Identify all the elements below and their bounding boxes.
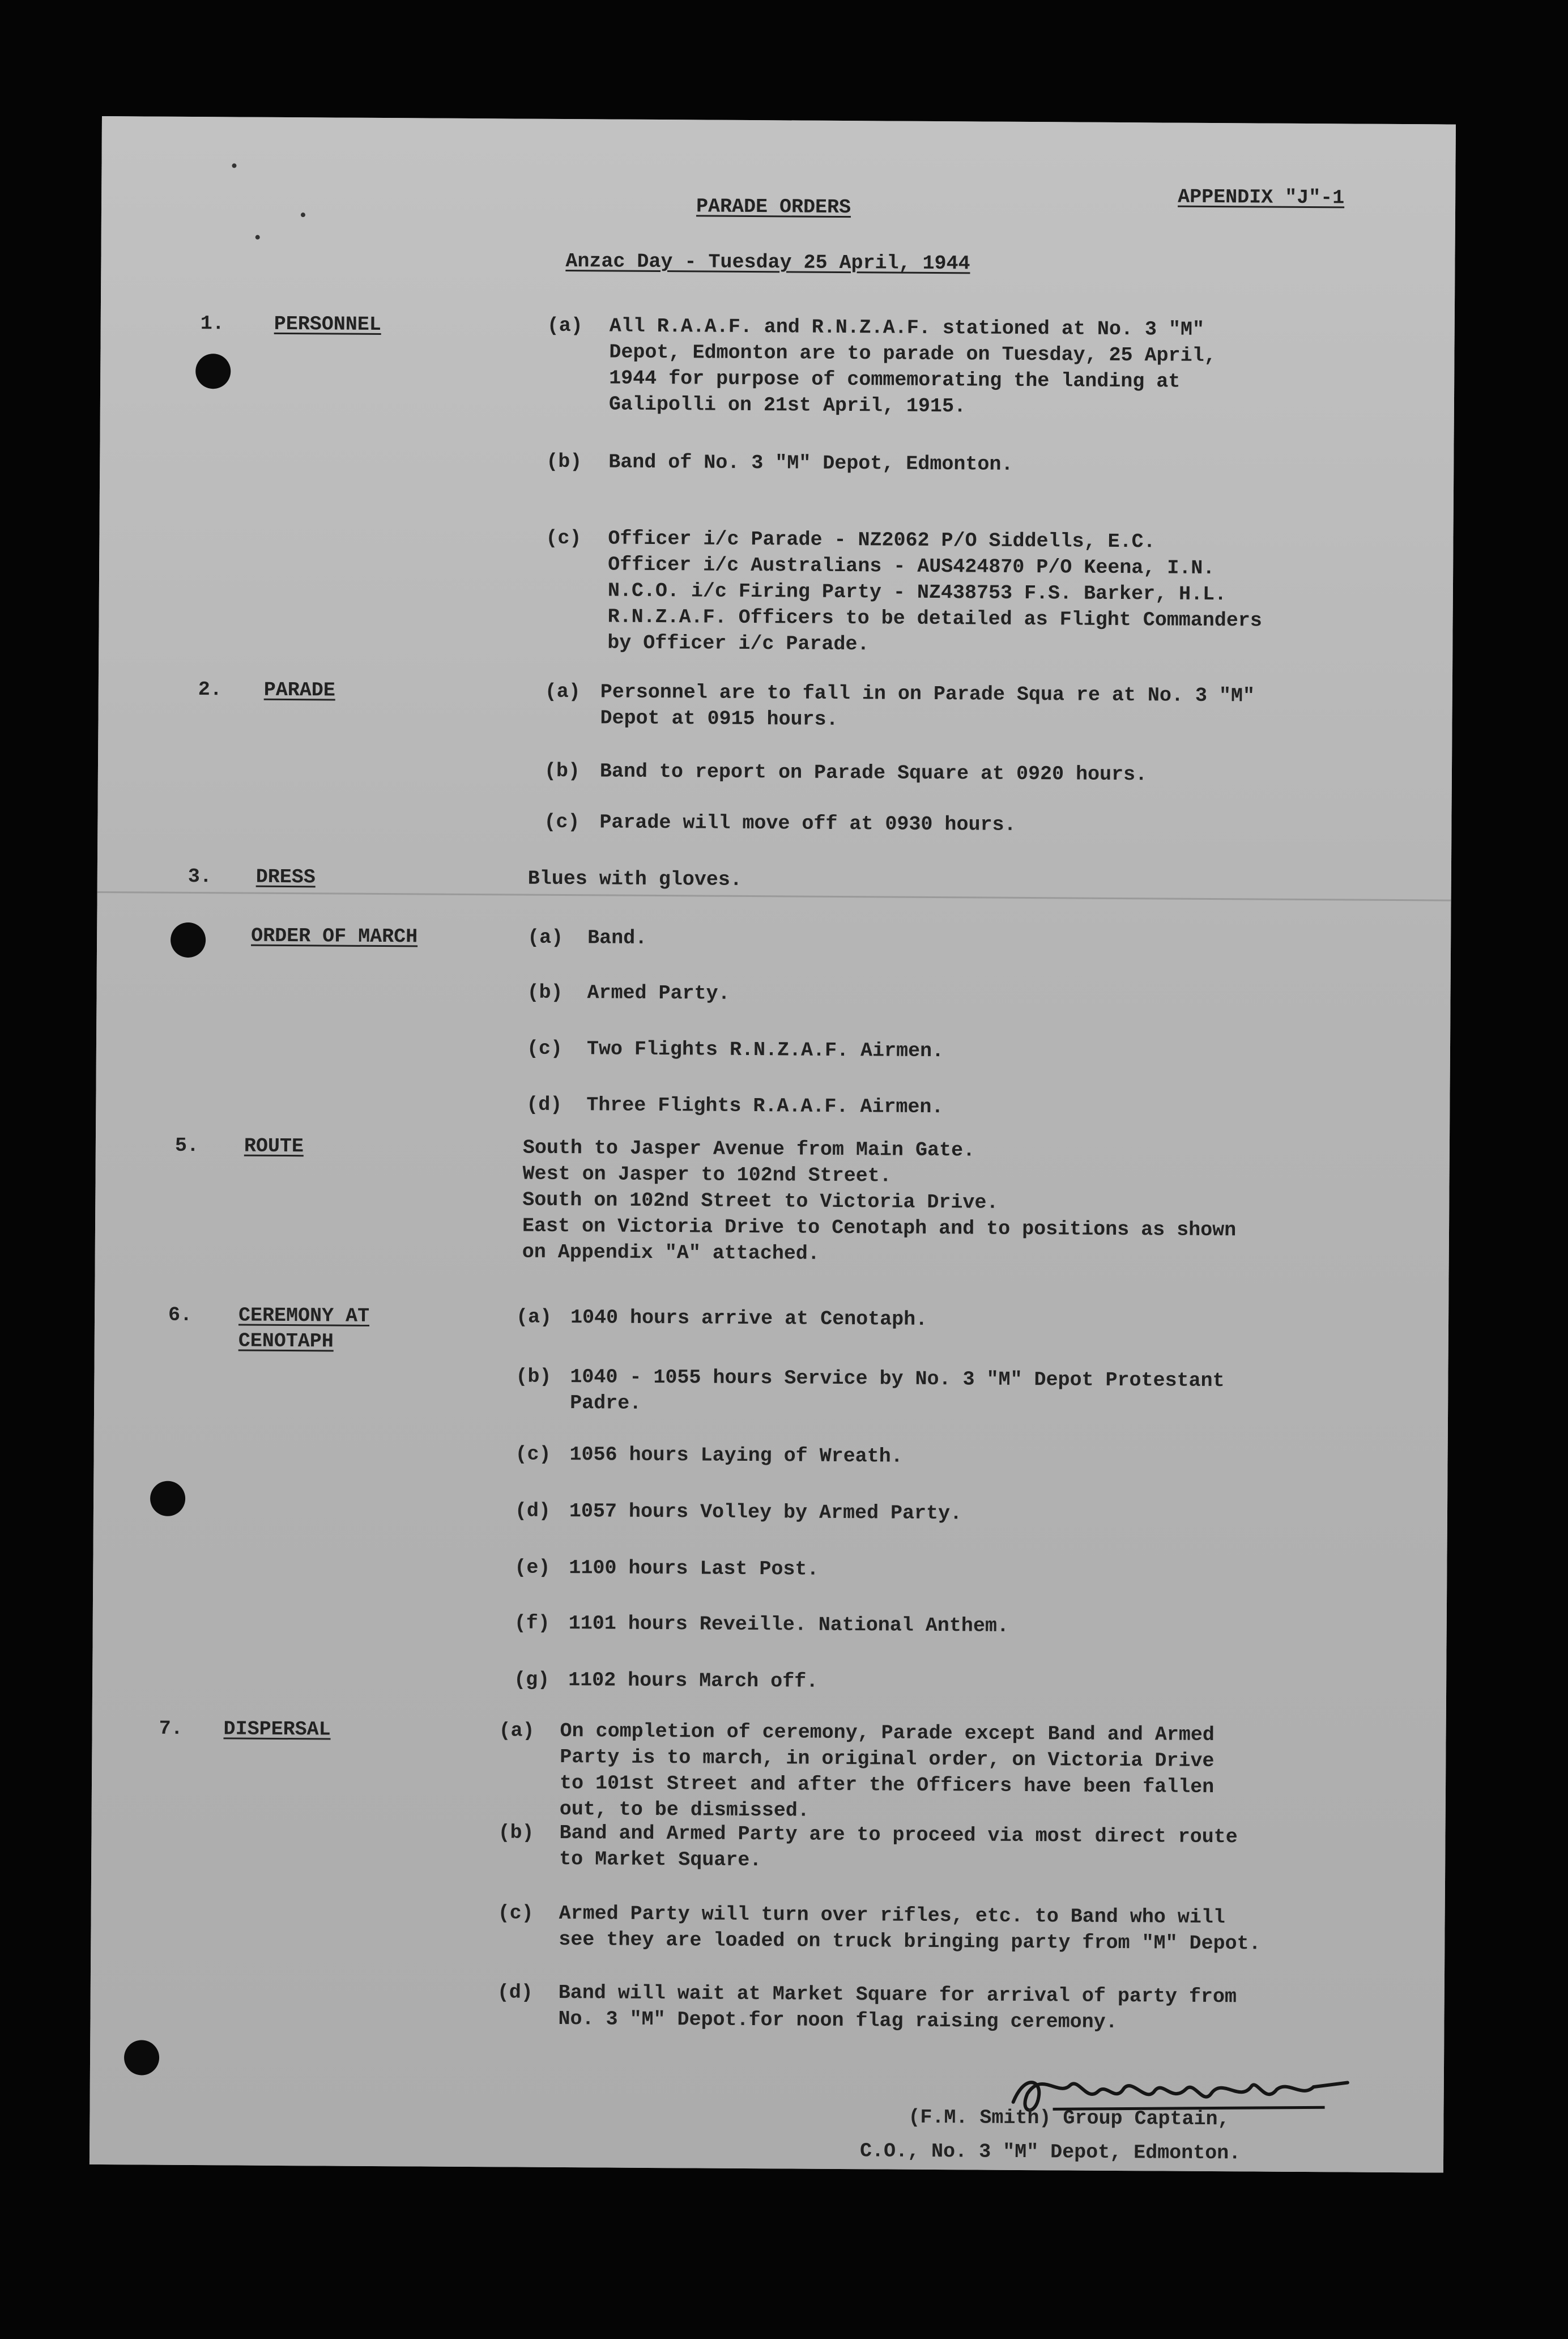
item-text-line: Blues with gloves. — [527, 867, 742, 891]
item-label: (b) — [515, 1365, 552, 1388]
section-number: 3. — [188, 865, 212, 888]
item-text-line: by Officer i/c Parade. — [607, 631, 870, 656]
item-text-line: Band of No. 3 "M" Depot, Edmonton. — [608, 450, 1013, 476]
item-text-line: on Appendix "A" attached. — [522, 1240, 820, 1265]
item-text-line: Band and Armed Party are to proceed via most direct route — [559, 1821, 1238, 1849]
punch-hole — [171, 922, 206, 958]
item-text-line: Officer i/c Australians - AUS424870 P/O Keena, I.N. — [608, 553, 1215, 580]
item-text-line: Armed Party. — [587, 981, 730, 1005]
signature-name: (F.M. Smith) Group Captain, — [908, 2106, 1230, 2131]
item-label: (a) — [544, 680, 581, 704]
item-text-line: South to Jasper Avenue from Main Gate. — [522, 1136, 975, 1162]
item-label: (b) — [546, 450, 582, 474]
item-text-line: No. 3 "M" Depot.for noon flag raising ceremony. — [558, 2007, 1118, 2034]
item-label: (a) — [547, 314, 583, 338]
item-label: (c) — [546, 526, 582, 550]
item-label: (c) — [526, 1037, 563, 1060]
item-text-line: Depot at 0915 hours. — [600, 707, 838, 731]
punch-hole — [150, 1481, 185, 1516]
item-label: (c) — [544, 810, 580, 834]
item-label: (b) — [527, 981, 563, 1004]
item-text-line: South on 102nd Street to Victoria Drive. — [522, 1188, 999, 1214]
item-label: (e) — [514, 1556, 551, 1579]
punch-hole — [124, 2040, 159, 2075]
section-number: 6. — [168, 1303, 193, 1327]
item-text-line: 1040 - 1055 hours Service by No. 3 "M" Depot Protestant — [570, 1366, 1225, 1393]
item-text-line: Party is to march, in original order, on Victoria Drive — [560, 1745, 1215, 1773]
item-text-line: Depot, Edmonton are to parade on Tuesday, 25 April, — [609, 341, 1216, 368]
appendix-label: APPENDIX "J"-1 — [1178, 185, 1345, 210]
document-page — [90, 116, 1456, 2173]
item-text-line: out, to be dismissed. — [559, 1797, 809, 1822]
item-label: (c) — [497, 1902, 534, 1925]
item-text-line: Band. — [587, 926, 647, 950]
item-text-line: Band to report on Parade Square at 0920 hours. — [599, 760, 1148, 786]
punch-hole — [195, 354, 231, 389]
item-text-line: Band will wait at Market Square for arrival of party from — [558, 1981, 1237, 2009]
section-heading: DISPERSAL — [223, 1717, 331, 1741]
section-number: 2. — [198, 678, 222, 701]
item-text-line: Padre. — [570, 1392, 642, 1415]
section-heading: ORDER OF MARCH — [251, 924, 418, 949]
section-number: 5. — [174, 1134, 199, 1158]
item-text-line: 1944 for purpose of commemorating the landing at — [609, 367, 1181, 393]
item-text-line: see they are loaded on truck bringing party from "M" Depot. — [559, 1928, 1261, 1955]
item-text-line: to Market Square. — [559, 1847, 762, 1872]
item-label: (c) — [515, 1443, 551, 1466]
item-text-line: Officer i/c Parade - NZ2062 P/O Siddells, E.C. — [608, 527, 1156, 554]
item-label: (a) — [515, 1305, 552, 1329]
item-text-line: 1101 hours Reveille. National Anthem. — [568, 1612, 1009, 1638]
section-heading: CENOTAPH — [238, 1329, 334, 1353]
item-text-line: 1057 hours Volley by Armed Party. — [569, 1500, 962, 1525]
item-text-line: West on Jasper to 102nd Street. — [522, 1162, 892, 1188]
item-text-line: Armed Party will turn over rifles, etc. to Band who will — [559, 1902, 1225, 1929]
section-heading: PARADE — [263, 678, 335, 702]
item-text-line: 1040 hours arrive at Cenotaph. — [570, 1306, 928, 1331]
item-text-line: to 101st Street and after the Officers have been fallen — [559, 1771, 1215, 1799]
item-text-line: Parade will move off at 0930 hours. — [599, 811, 1016, 836]
item-label: (a) — [527, 926, 564, 950]
item-label: (b) — [544, 759, 581, 783]
item-text-line: 1102 hours March off. — [568, 1669, 819, 1693]
section-number: 1. — [200, 312, 224, 335]
item-label: (d) — [497, 1981, 533, 2004]
item-text-line: N.C.O. i/c Firing Party - NZ438753 F.S. Barker, H.L. — [607, 579, 1227, 606]
fold-line — [97, 891, 1451, 901]
item-text-line: Galipolli on 21st April, 1915. — [608, 393, 966, 418]
item-label: (g) — [514, 1668, 550, 1691]
item-label: (d) — [514, 1499, 551, 1523]
item-text-line: Two Flights R.N.Z.A.F. Airmen. — [586, 1037, 944, 1063]
item-text-line: 1100 hours Last Post. — [569, 1557, 819, 1581]
item-text-line: All R.A.A.F. and R.N.Z.A.F. stationed at No. 3 "M" — [609, 314, 1205, 341]
page-subtitle: Anzac Day - Tuesday 25 April, 1944 — [565, 250, 970, 275]
item-label: (d) — [526, 1093, 563, 1116]
section-number: 7. — [159, 1717, 183, 1740]
item-label: (f) — [514, 1611, 550, 1635]
section-heading: DRESS — [255, 865, 316, 889]
ink-speck — [301, 212, 305, 217]
item-text-line: East on Victoria Drive to Cenotaph and to positions as shown — [522, 1214, 1237, 1242]
ink-speck — [255, 235, 260, 240]
item-label: (a) — [498, 1719, 535, 1742]
page-title: PARADE ORDERS — [696, 195, 851, 219]
item-text-line: R.N.Z.A.F. Officers to be detailed as Flight Commanders — [607, 605, 1262, 632]
item-text-line: Personnel are to fall in on Parade Squa re at No. 3 "M" — [600, 681, 1255, 708]
signature-title: C.O., No. 3 "M" Depot, Edmonton. — [859, 2140, 1241, 2165]
ink-speck — [232, 163, 236, 168]
item-label: (b) — [498, 1821, 534, 1844]
item-text-line: On completion of ceremony, Parade except Band and Armed — [560, 1719, 1215, 1747]
section-heading: CEREMONY AT — [238, 1304, 370, 1328]
item-text-line: 1056 hours Laying of Wreath. — [569, 1443, 903, 1468]
section-heading: PERSONNEL — [274, 312, 381, 337]
section-heading: ROUTE — [244, 1134, 304, 1158]
item-text-line: Three Flights R.A.A.F. Airmen. — [586, 1094, 944, 1119]
